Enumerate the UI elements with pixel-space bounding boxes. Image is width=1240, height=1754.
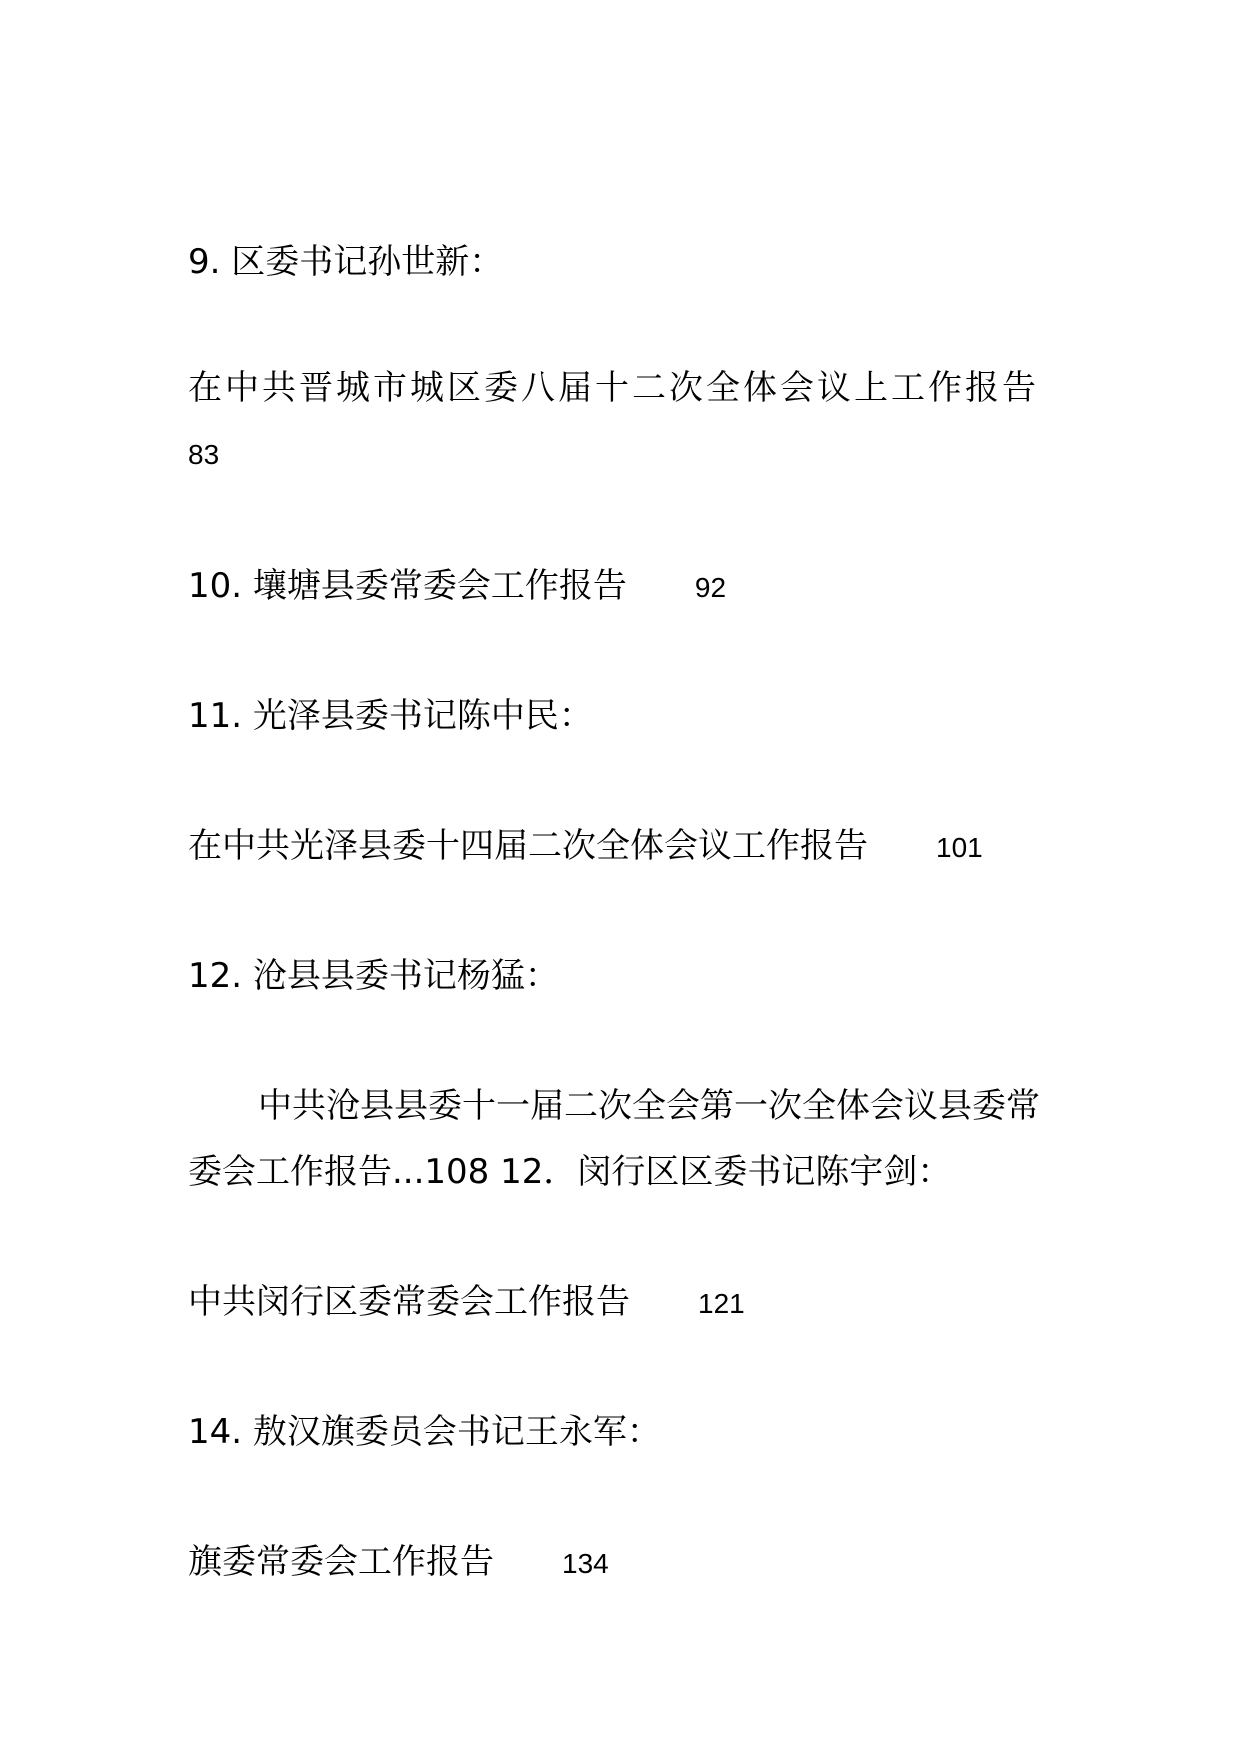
toc-item-13-page: 121: [698, 1288, 745, 1319]
toc-item-10-page: 92: [694, 572, 727, 603]
toc-item-11-page: 101: [936, 832, 983, 863]
toc-item-11-heading: 11. 光泽县委书记陈中民：: [188, 696, 593, 736]
toc-item-12-title-line2: 委会工作报告...108 12．闵行区区委书记陈宇剑：: [188, 1152, 952, 1192]
toc-item-9-page: 83: [188, 439, 220, 470]
toc-item-12-heading: 12. 沧县县委书记杨猛：: [188, 956, 559, 996]
toc-item-14-title: 旗委常委会工作报告: [188, 1542, 494, 1582]
toc-item-13-row: [188, 1282, 745, 1324]
toc-item-14-heading: 14. 敖汉旗委员会书记王永军：: [188, 1412, 661, 1452]
toc-item-12-title-line1: 中共沧县县委十一届二次全会第一次全体会议县委常: [258, 1086, 1040, 1126]
toc-item-9-heading: 9. 区委书记孙世新：: [188, 242, 504, 282]
toc-item-10-title: 10. 壤塘县委常委会工作报告: [188, 566, 627, 606]
toc-item-9-title: 在中共晋城市城区委八届十二次全体会议上工作报告: [188, 368, 1039, 408]
toc-item-11-title: 在中共光泽县委十四届二次全体会议工作报告: [188, 826, 868, 866]
toc-item-10-row: [188, 566, 726, 608]
toc-item-14-row: [188, 1542, 609, 1584]
toc-item-11-row: [188, 826, 983, 868]
toc-item-13-title: 中共闵行区委常委会工作报告: [188, 1282, 630, 1322]
toc-item-14-page: 134: [562, 1548, 609, 1579]
